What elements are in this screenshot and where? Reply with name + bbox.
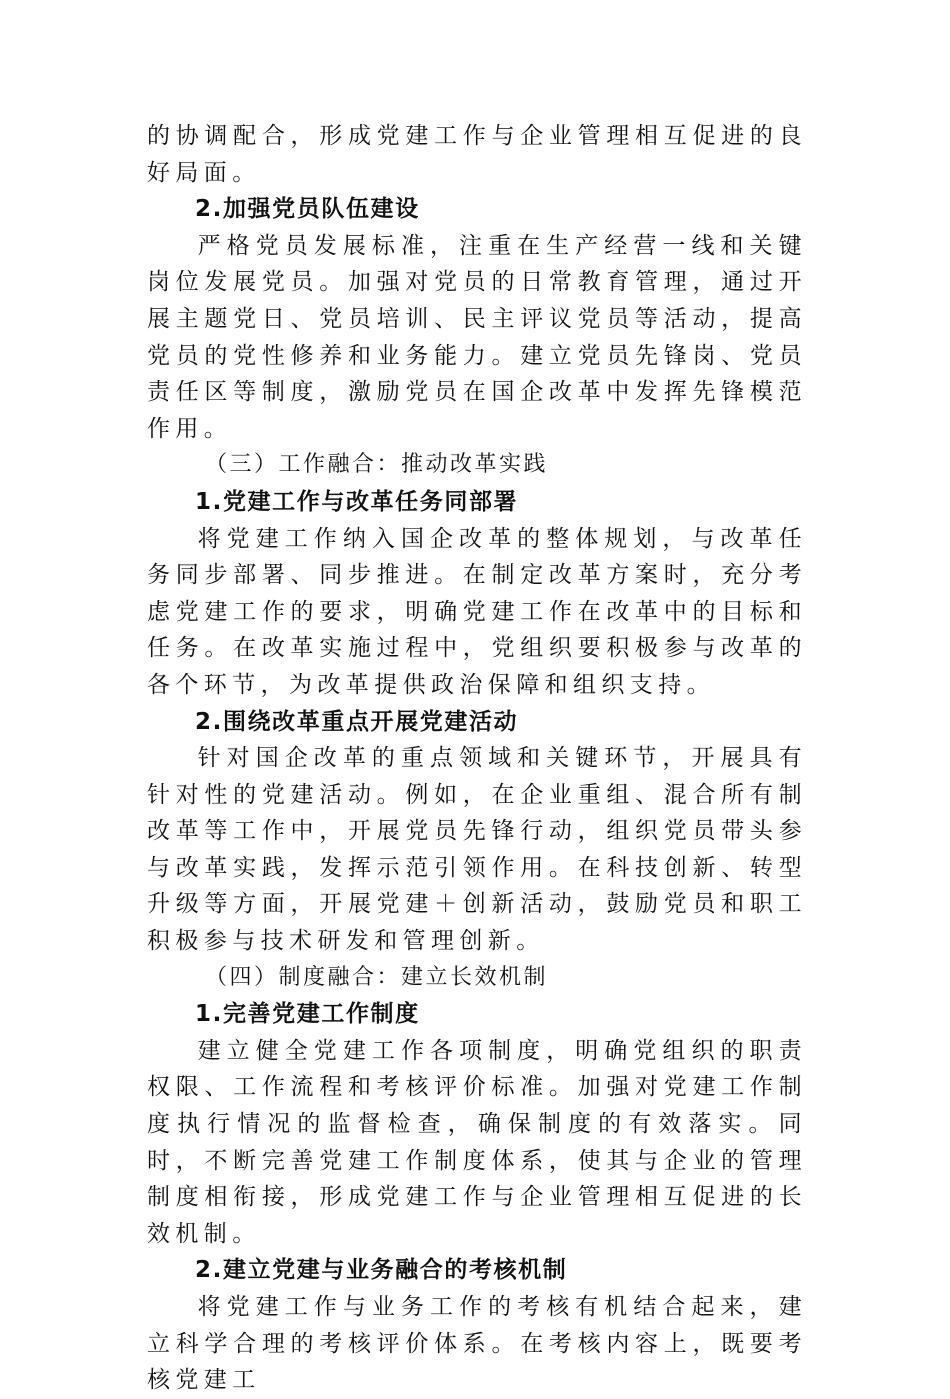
subheading-strengthen-party-members: 2.加强党员队伍建设	[195, 196, 420, 223]
subheading-deploy-with-reform: 1.党建工作与改革任务同部署	[195, 488, 519, 515]
paragraph-targeted-activities: 针对国企改革的重点领域和关键环节，开展具有针对性的党建活动。例如，在企业重组、混合所有制改革等工作中，开展党员先锋行动，组织党员带头参与改革实践，发挥示范引领作用。在科技创新、转型升级等方面，开展党建＋创新活动，鼓励党员和职工积极参与技术研发和管理创新。	[147, 745, 807, 955]
paragraph-assessment-system: 将党建工作与业务工作的考核有机结合起来，建立科学合理的考核评价体系。在考核内容上，既要考核党建工	[147, 1294, 807, 1394]
paragraph-continuation: 的协调配合，形成党建工作与企业管理相互促进的良好局面。	[147, 123, 807, 186]
subheading-reform-focused-activities: 2.围绕改革重点开展党建活动	[195, 708, 519, 735]
document-body	[147, 118, 807, 1399]
paragraph-reform-planning: 将党建工作纳入国企改革的整体规划，与改革任务同步部署、同步推进。在制定改革方案时，充分考虑党建工作的要求，明确党建工作在改革中的目标和任务。在改革实施过程中，党组织要积极参与改革的各个环节，为改革提供政治保障和组织支持。	[147, 525, 807, 698]
paragraph-party-member-standards: 严格党员发展标准，注重在生产经营一线和关键岗位发展党员。加强对党员的日常教育管理，通过开展主题党日、党员培训、民主评议党员等活动，提高党员的党性修养和业务能力。建立党员先锋岗、党员责任区等制度，激励党员在国企改革中发挥先锋模范作用。	[147, 232, 807, 442]
subheading-improve-systems: 1.完善党建工作制度	[195, 1001, 420, 1028]
subheading-assessment-mechanism: 2.建立党建与业务融合的考核机制	[195, 1257, 568, 1284]
section-heading-work-integration: （三）工作融合：推动改革实践	[205, 452, 549, 478]
paragraph-system-building: 建立健全党建工作各项制度，明确党组织的职责权限、工作流程和考核评价标准。加强对党建工作制度执行情况的监督检查，确保制度的有效落实。同时，不断完善党建工作制度体系，使其与企业的管理制度相衔接，形成党建工作与企业管理相互促进的长效机制。	[147, 1037, 807, 1247]
section-heading-system-integration: （四）制度融合：建立长效机制	[205, 964, 549, 990]
